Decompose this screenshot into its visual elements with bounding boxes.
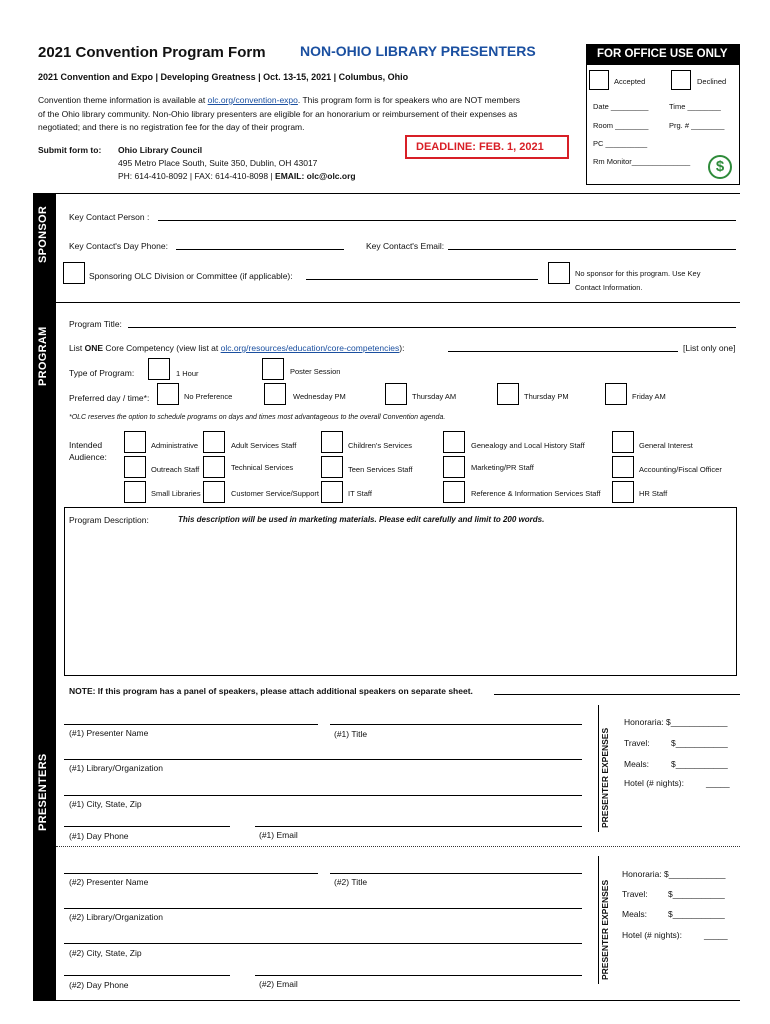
p1-honoraria: Honoraria: $____________ <box>624 717 728 727</box>
p2-meals-label: Meals: <box>622 909 648 919</box>
p2-honoraria: Honoraria: $____________ <box>622 869 726 879</box>
dollar-sign: $ <box>715 158 725 175</box>
audience-teen-label: Teen Services Staff <box>348 465 413 474</box>
audience-adult-checkbox[interactable] <box>203 431 225 453</box>
accepted-checkbox[interactable] <box>589 70 609 90</box>
p1-name-label: (#1) Presenter Name <box>69 728 149 738</box>
competency-label: List ONE Core Competency (view list at olc.org/resources/education/core-competencies): <box>69 343 405 353</box>
competency-input[interactable] <box>448 351 678 352</box>
audience-small-checkbox[interactable] <box>124 481 146 503</box>
p2-email-label: (#2) Email <box>259 979 298 989</box>
intro-line-1: Convention theme information is available at olc.org/convention-expo. This program form is for speakers who are NOT members <box>38 95 521 105</box>
presenters-tab-label: PRESENTERS <box>37 753 49 831</box>
declined-label: Declined <box>697 77 727 86</box>
program-description-note: This description will be used in marketing materials. Please edit carefully and limit to 200 words. <box>178 515 545 524</box>
sponsoring-division-label: Sponsoring OLC Division or Committee (if applicable): <box>89 271 293 281</box>
audience-hr-label: HR Staff <box>639 489 668 498</box>
wednesday-pm-checkbox[interactable] <box>264 383 286 405</box>
form-bottom-rule <box>56 1000 740 1001</box>
program-top-rule <box>56 302 740 303</box>
sponsor-top-rule <box>56 193 740 194</box>
office-use-header <box>587 45 739 65</box>
no-preference-checkbox[interactable] <box>157 383 179 405</box>
p1-hotel-input[interactable]: _____ <box>706 778 730 788</box>
no-sponsor-checkbox[interactable] <box>548 262 570 284</box>
p1-library-input[interactable] <box>64 759 582 760</box>
audience-adult-label: Adult Services Staff <box>231 441 297 450</box>
p1-hotel-label: Hotel (# nights): <box>624 778 684 788</box>
p2-phone-label: (#2) Day Phone <box>69 980 129 990</box>
core-competencies-link[interactable]: olc.org/resources/education/core-competencies <box>220 343 400 353</box>
sponsor-tab-label: SPONSOR <box>37 205 49 263</box>
day-phone-input[interactable] <box>176 249 344 250</box>
p1-travel-input[interactable]: $___________ <box>671 738 728 748</box>
org-name: Ohio Library Council <box>118 145 203 155</box>
p1-city-label: (#1) City, State, Zip <box>69 799 142 809</box>
p2-travel-input[interactable]: $___________ <box>668 889 725 899</box>
audience-children-checkbox[interactable] <box>321 431 343 453</box>
p1-expenses-label: PRESENTER EXPENSES <box>600 727 610 828</box>
audience-customer-label: Customer Service/Support <box>231 489 319 498</box>
panel-note: NOTE: If this program has a panel of speakers, please attach additional speakers on separate sheet. <box>69 686 473 696</box>
presenter-separator <box>56 846 740 847</box>
audience-reference-checkbox[interactable] <box>443 481 465 503</box>
audience-genealogy-label: Genealogy and Local History Staff <box>471 441 585 450</box>
dollar-icon <box>708 155 732 179</box>
p1-email-input[interactable] <box>255 826 582 827</box>
audience-it-label: IT Staff <box>348 489 372 498</box>
org-address: 495 Metro Place South, Suite 350, Dublin, OH 43017 <box>118 158 318 168</box>
audience-hr-checkbox[interactable] <box>612 481 634 503</box>
panel-note-rule <box>494 694 740 695</box>
one-hour-label: 1 Hour <box>176 369 199 378</box>
p2-name-input[interactable] <box>64 873 318 874</box>
audience-administrative-label: Administrative <box>151 441 199 450</box>
thursday-pm-label: Thursday PM <box>524 392 569 401</box>
submit-label: Submit form to: <box>38 145 102 155</box>
schedule-reserve-note: *OLC reserves the option to schedule programs on days and times most advantageous to the overall Convention agenda. <box>69 414 446 421</box>
audience-accounting-checkbox[interactable] <box>612 456 634 478</box>
p2-expenses-label: PRESENTER EXPENSES <box>600 879 610 980</box>
event-info: 2021 Convention and Expo | Developing Greatness | Oct. 13-15, 2021 | Columbus, Ohio <box>38 72 409 82</box>
audience-marketing-checkbox[interactable] <box>443 456 465 478</box>
office-room: Room ________ <box>593 121 649 130</box>
p2-expenses-divider <box>598 856 599 984</box>
audience-small-label: Small Libraries <box>151 489 201 498</box>
p1-meals-input[interactable]: $___________ <box>671 759 728 769</box>
p1-travel-label: Travel: <box>624 738 650 748</box>
audience-administrative-checkbox[interactable] <box>124 431 146 453</box>
p2-city-input[interactable] <box>64 943 582 944</box>
p1-name-input[interactable] <box>64 724 318 725</box>
sponsoring-division-input[interactable] <box>306 279 538 280</box>
p2-hotel-label: Hotel (# nights): <box>622 930 682 940</box>
thursday-am-checkbox[interactable] <box>385 383 407 405</box>
accepted-label: Accepted <box>614 77 646 86</box>
contact-email-label: Key Contact's Email: <box>366 241 445 251</box>
form-subtitle: NON-OHIO LIBRARY PRESENTERS <box>300 43 536 59</box>
office-prg: Prg. # ________ <box>669 121 725 130</box>
one-hour-checkbox[interactable] <box>148 358 170 380</box>
day-phone-label: Key Contact's Day Phone: <box>69 241 168 251</box>
audience-label-2: Audience: <box>69 452 107 462</box>
intro-line-2: of the Ohio library community. Non-Ohio library presenters are eligible for an honorarium or reimbursement of their expenses as <box>38 109 518 119</box>
p2-city-label: (#2) City, State, Zip <box>69 948 142 958</box>
p2-meals-input[interactable]: $___________ <box>668 909 725 919</box>
p2-travel-label: Travel: <box>622 889 648 899</box>
org-contact: PH: 614-410-8092 | FAX: 614-410-8098 | EMAIL: olc@olc.org <box>118 171 356 181</box>
no-sponsor-label-1: No sponsor for this program. Use Key <box>575 269 701 278</box>
wednesday-pm-label: Wednesday PM <box>293 392 346 401</box>
key-contact-input[interactable] <box>158 220 736 221</box>
office-pc: PC __________ <box>593 139 648 148</box>
audience-marketing-label: Marketing/PR Staff <box>471 463 534 472</box>
intro-line-3: negotiated; and there is no registration fee for the day of their program. <box>38 122 305 132</box>
p1-email-label: (#1) Email <box>259 830 298 840</box>
office-rm-monitor: Rm Monitor______________ <box>593 157 691 166</box>
declined-checkbox[interactable] <box>671 70 691 90</box>
p2-email-input[interactable] <box>255 975 582 976</box>
audience-technical-label: Technical Services <box>231 463 294 472</box>
p1-title-label: (#1) Title <box>334 729 368 739</box>
program-description-label: Program Description: <box>69 515 149 525</box>
list-only-one: [List only one] <box>683 343 736 353</box>
poster-session-label: Poster Session <box>290 367 341 376</box>
audience-general-checkbox[interactable] <box>612 431 634 453</box>
sponsoring-division-checkbox[interactable] <box>63 262 85 284</box>
office-time: Time ________ <box>669 102 721 111</box>
office-date: Date _________ <box>593 102 649 111</box>
p1-city-input[interactable] <box>64 795 582 796</box>
program-tab <box>33 306 56 701</box>
p1-phone-label: (#1) Day Phone <box>69 831 129 841</box>
p1-expenses-divider <box>598 705 599 832</box>
p1-title-input[interactable] <box>330 724 582 725</box>
no-sponsor-label-2: Contact Information. <box>575 283 643 292</box>
deadline-text: DEADLINE: FEB. 1, 2021 <box>416 141 544 153</box>
p2-library-label: (#2) Library/Organization <box>69 912 164 922</box>
deadline-box <box>405 135 569 159</box>
p1-meals-label: Meals: <box>624 759 650 769</box>
thursday-pm-checkbox[interactable] <box>497 383 519 405</box>
audience-label-1: Intended <box>69 440 103 450</box>
p2-title-input[interactable] <box>330 873 582 874</box>
p2-library-input[interactable] <box>64 908 582 909</box>
office-use-title: FOR OFFICE USE ONLY <box>597 48 728 60</box>
friday-am-label: Friday AM <box>632 392 666 401</box>
audience-general-label: General Interest <box>639 441 693 450</box>
program-description-box[interactable] <box>64 507 737 676</box>
audience-reference-label: Reference & Information Services Staff <box>471 489 601 498</box>
preferred-day-label: Preferred day / time*: <box>69 393 150 403</box>
form-title: 2021 Convention Program Form <box>38 44 266 61</box>
p2-phone-input[interactable] <box>64 975 230 976</box>
program-type-label: Type of Program: <box>69 368 135 378</box>
audience-outreach-label: Outreach Staff <box>151 465 200 474</box>
poster-session-checkbox[interactable] <box>262 358 284 380</box>
org-email[interactable]: EMAIL: olc@olc.org <box>275 171 356 181</box>
no-preference-label: No Preference <box>184 392 233 401</box>
p2-name-label: (#2) Presenter Name <box>69 877 149 887</box>
convention-expo-link[interactable]: olc.org/convention-expo <box>207 95 298 105</box>
audience-customer-checkbox[interactable] <box>203 481 225 503</box>
p1-library-label: (#1) Library/Organization <box>69 763 164 773</box>
friday-am-checkbox[interactable] <box>605 383 627 405</box>
program-title-input[interactable] <box>128 327 736 328</box>
audience-it-checkbox[interactable] <box>321 481 343 503</box>
p2-title-label: (#2) Title <box>334 877 368 887</box>
contact-email-input[interactable] <box>448 249 736 250</box>
program-title-label: Program Title: <box>69 319 122 329</box>
audience-outreach-checkbox[interactable] <box>124 456 146 478</box>
p2-hotel-input[interactable]: _____ <box>704 930 728 940</box>
p1-phone-input[interactable] <box>64 826 230 827</box>
audience-technical-checkbox[interactable] <box>203 456 225 478</box>
audience-teen-checkbox[interactable] <box>321 456 343 478</box>
audience-genealogy-checkbox[interactable] <box>443 431 465 453</box>
key-contact-label: Key Contact Person : <box>69 212 150 222</box>
office-use-box <box>586 44 740 185</box>
audience-accounting-label: Accounting/Fiscal Officer <box>639 465 722 474</box>
presenters-tab <box>33 701 56 1001</box>
thursday-am-label: Thursday AM <box>412 392 457 401</box>
sponsor-tab <box>33 193 56 306</box>
program-tab-label: PROGRAM <box>37 326 49 386</box>
audience-children-label: Children's Services <box>348 441 412 450</box>
